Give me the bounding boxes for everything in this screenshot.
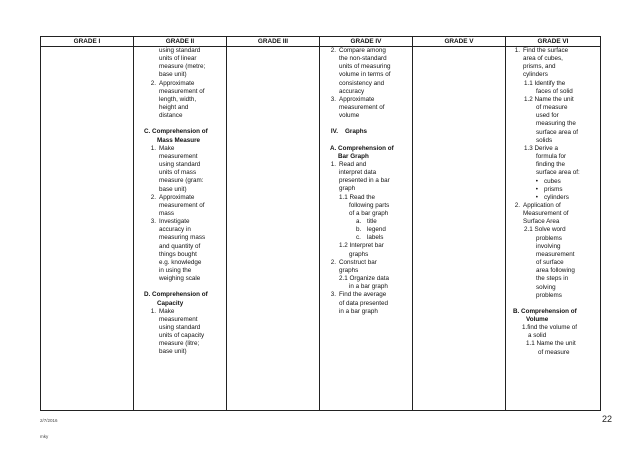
g6-b-item-1: 1.find the volume of a solid (522, 324, 577, 340)
g4-sub-1-1: 1.1 Read the following parts of a bar graph (339, 193, 390, 217)
g2-item-2: 2. Approximate measurement of length, width, height and distance (150, 79, 205, 120)
g4-sub-1-2: 1.2 Interpret bar graphs (339, 242, 384, 258)
cell-grade-1 (41, 47, 134, 411)
col-header-grade-1: GRADE I (41, 37, 134, 47)
footer-date: 2/7/2016 (40, 418, 58, 423)
g2-d-item-1: 1. Make measurement using standard units of capacity measure (litre; base unit) (150, 307, 205, 356)
cell-grade-6 (506, 47, 601, 411)
header-row (41, 37, 601, 47)
g6-bullet-list (510, 178, 600, 202)
g4-a-item-2: 2. Construct bar graphs (330, 258, 377, 274)
g4-item-2: 2. Compare among the non-standard units of measuring volume in terms of consistency and accuracy (330, 47, 391, 95)
list-item: a. title (356, 217, 377, 225)
g4-section-a-heading: A. Comprehension of Bar Graph (330, 144, 394, 160)
cell-grade-5 (413, 47, 506, 411)
g4-sub-2-1: 2.1 Organize data in a bar graph (339, 275, 390, 291)
bullet-icon: • (535, 177, 538, 185)
col-header-grade-4: GRADE IV (320, 37, 413, 47)
footer-mark: mky (40, 434, 49, 439)
list-item: • cubes (524, 178, 600, 186)
g2-c-item-2: 2. Approximate measurement of mass (150, 193, 205, 217)
g4-item-3: 3. Approximate measurement of volume (330, 95, 385, 120)
list-item: • prisms (524, 186, 600, 194)
g6-sub-1-3: 1.3 Derive a formula for finding the surface area of: (524, 144, 580, 177)
curriculum-table (40, 36, 601, 411)
g6-item-2: 2. Application of Measurement of Surface Area (514, 201, 569, 226)
g6-sub-2-1: 2.1 Solve word problems involving measurement of surface area following the steps in solving problems (524, 226, 575, 299)
g6-b-sub-1-1: 1.1 Name the unit of measure (526, 340, 576, 356)
cell-grade-3 (227, 47, 320, 411)
g6-sub-1-2: 1.2 Name the unit of measure used for measuring the surface area of solids (524, 95, 579, 144)
g2-c-item-3: 3. Investigate accuracy in measuring mass and quantity of things bought e.g. knowledge in using the weighing scale (150, 218, 206, 283)
list-item: c. labels (356, 234, 384, 242)
bullet-icon: • (535, 185, 538, 193)
bullet-icon: • (535, 193, 538, 201)
cell-grade-4 (320, 47, 413, 411)
g4-a-item-1: 1. Read and interpret data presented in a bar graph (330, 160, 390, 193)
g2-c-item-1: 1. Make measurement using standard units of mass measure (gram: base unit) (150, 144, 204, 193)
g6-item-1: 1. Find the surface area of cubes, prisms, and cylinders (514, 47, 569, 79)
g4-sub-1-1-list (326, 218, 412, 242)
g2-section-d-heading: D. Comprehension of Capacity (144, 291, 208, 307)
g2-intro: using standard units of linear measure (metre; base unit) (159, 47, 206, 79)
col-header-grade-5: GRADE V (413, 37, 506, 47)
list-item: b. legend (356, 226, 386, 234)
col-header-grade-6: GRADE VI (506, 37, 601, 47)
g6-sub-1-1: 1.1 Identify the faces of solid (524, 79, 573, 95)
g6-section-b-heading: B. Comprehension of Volume (513, 307, 577, 323)
cell-grade-2 (134, 47, 227, 411)
page-number: 22 (602, 414, 613, 424)
col-header-grade-3: GRADE III (227, 37, 320, 47)
g2-section-c-heading: C. Comprehension of Mass Measure (144, 128, 208, 144)
content-row (41, 47, 601, 411)
col-header-grade-2: GRADE II (134, 37, 227, 47)
g4-a-item-3: 3. Find the average of data presented in a bar graph (330, 291, 389, 315)
g4-section-iv-heading: IV. Graphs (330, 128, 368, 136)
list-item: • cylinders (524, 194, 600, 202)
